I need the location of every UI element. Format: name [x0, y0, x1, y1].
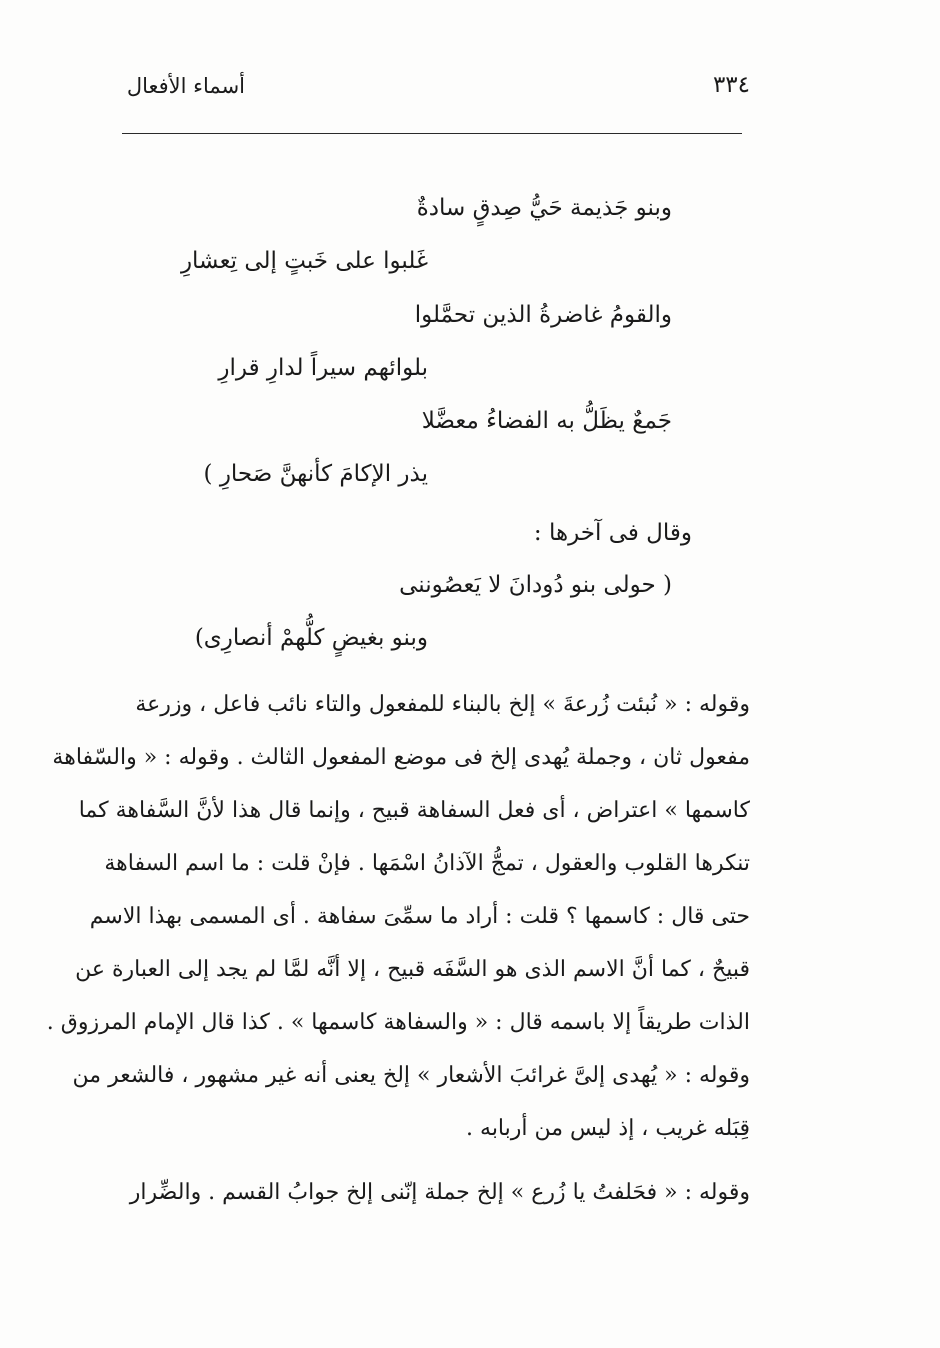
paragraph-line: وقوله : « فحَلفتُ يا زُرع » إلخ جملة إنّنى إلخ جوابُ القسم . والضِّرار: [129, 1180, 750, 1205]
poem-verse-2: غَلبوا على خَبتٍ إلى تِعشارِ: [180, 248, 428, 274]
poem-verse-4: بلوائهم سيراً لدارِ قرارِ: [218, 355, 428, 381]
paragraph-line: وقوله : « نُبئت زُرعةَ » إلخ بالبناء للمفعول والتاء نائب فاعل ، وزرعة: [135, 692, 750, 717]
header-rule: [122, 133, 742, 134]
paragraph-line: الذات طريقاً إلا باسمه قال : « والسفاهة كاسمها » . كذا قال الإمام المرزوق .: [46, 1010, 750, 1035]
paragraph-line: كاسمها » اعتراض ، أى فعل السفاهة قبيح ، وإنما قال هذا لأنَّ السَّفاهة كما: [78, 798, 750, 823]
paragraph-line: قِبَله غريب ، إذ ليس من أربابه .: [466, 1116, 750, 1141]
closing-verse-1: ( حولى بنو دُودانَ لا يَعصُوننى: [399, 572, 672, 598]
poem-verse-6: يذر الإكامَ كأنهنَّ صَحارِ ): [203, 461, 428, 487]
closing-verse-2: وبنو بغيضٍ كلُّهمْ أنصارِى): [194, 625, 428, 651]
page-number: ٣٣٤: [712, 72, 750, 98]
intro-line: وقال فى آخرها :: [533, 520, 692, 546]
paragraph-line: قبيحٌ ، كما أنَّ الاسم الذى هو السَّفَه قبيح ، إلا أنَّه لمَّا لم يجد إلى العبارة عن: [75, 957, 750, 982]
paragraph-line: حتى قال : كاسمها ؟ قلت : أراد ما سمِّىَ سفاهة . أى المسمى بهذا الاسم: [89, 904, 750, 929]
paragraph-line: تنكرها القلوب والعقول ، تمجُّ الآذانُ اسْمَها . فإنْ قلت : ما اسم السفاهة: [104, 851, 750, 876]
running-title: أسماء الأفعال: [126, 74, 245, 98]
paragraph-line: مفعول ثان ، وجملة يُهدى إلخ فى موضع المفعول الثالث . وقوله : « والسّفاهة: [52, 745, 750, 770]
poem-verse-1: وبنو جَذيمة حَيُّ صِدقٍ سادةٌ: [416, 195, 672, 221]
paragraph-line: وقوله : « يُهدى إلىَّ غرائبَ الأشعار » إلخ يعنى أنه غير مشهور ، فالشعر من: [72, 1063, 750, 1088]
poem-verse-3: والقومُ غاضرةُ الذين تحمَّلوا: [414, 302, 672, 328]
poem-verse-5: جَمعٌ يظَلُّ به الفضاءُ معضَّلا: [421, 408, 672, 434]
